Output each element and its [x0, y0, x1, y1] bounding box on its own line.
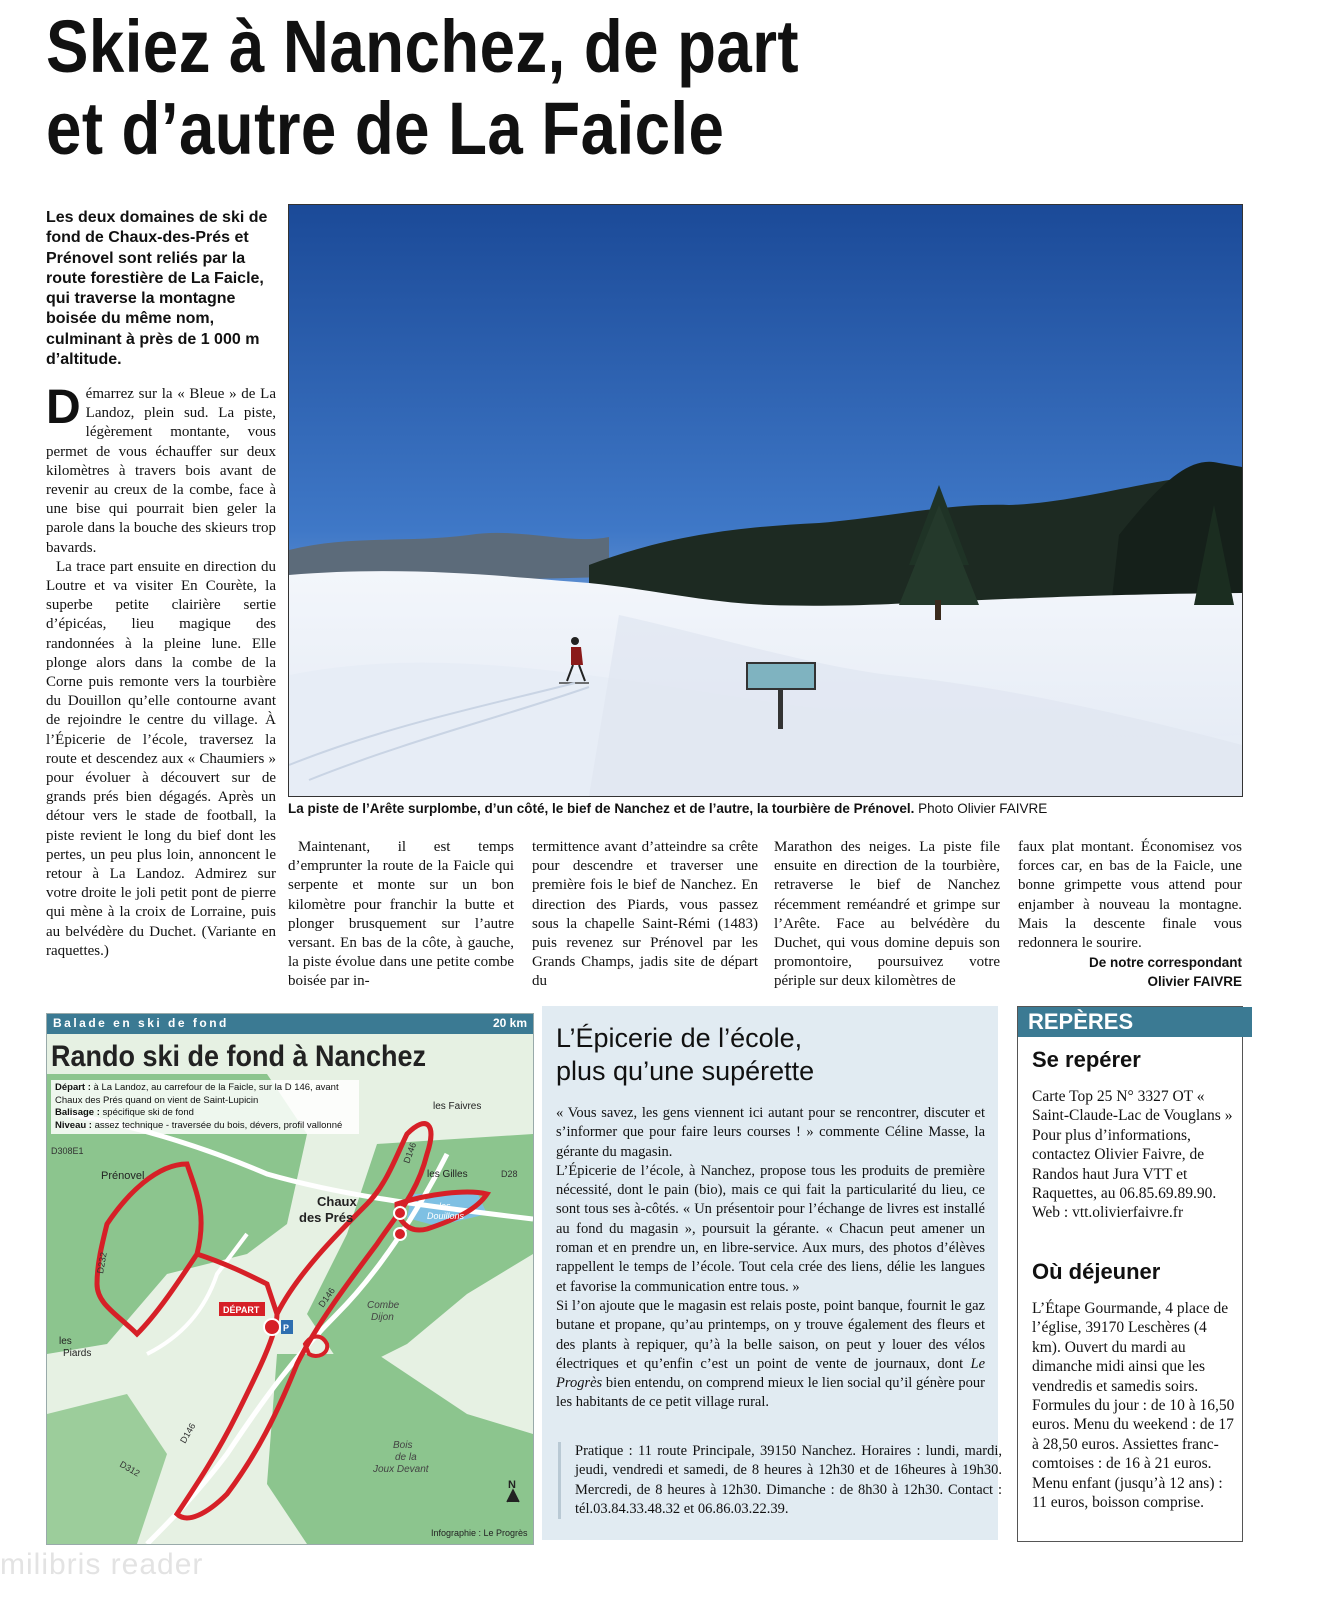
map-label: les — [59, 1336, 72, 1347]
photo-credit: Photo Olivier FAIVRE — [918, 801, 1048, 816]
reperes-text-lunch: L’Étape Gourmande, 4 place de l’église, 39170 Leschères (4 km). Ouvert du mardi au dimanche midi ainsi que les vendredis et samedis soirs. Formules du jour : de 10 à 16,50 euros. Menu du weekend : de 17 à 28,50 euros. Assiettes franc-comtoises : de 16 à 21 euros. Menu enfant (jusqu’à 12 ans) : 11 euros, boisson comprise. — [1032, 1300, 1235, 1512]
map-label: Prénovel — [101, 1170, 145, 1182]
legend-key: Niveau : — [55, 1119, 92, 1131]
road-label: D146 — [316, 1285, 337, 1310]
article-column-3 — [532, 838, 758, 992]
legend-text: spécifique ski de fond — [102, 1107, 194, 1118]
map-category: Balade en ski de fond — [53, 1016, 229, 1030]
reperes-text-map: Carte Top 25 N° 3327 OT « Saint-Claude-Lac de Vouglans » Pour plus d’informations, contactez Olivier Faivre, de Randos haut Jura VTT et Raquettes, au 06.85.69.89.90. Web : vtt.olivierfaivre.fr — [1032, 1088, 1233, 1222]
route-map — [46, 1013, 534, 1545]
legend-key: Départ : — [55, 1082, 91, 1093]
epicerie-title — [556, 1022, 814, 1088]
map-legend — [51, 1080, 359, 1134]
reperes-header: REPÈRES — [1018, 1007, 1252, 1037]
map-label: de la — [395, 1452, 417, 1463]
article-paragraph: termittence avant d’atteindre sa crête pour descendre et traverser une première fois le bief de Nanchez. En direction des Piards, vous passez sous la chapelle Saint-Rémi (1483) puis revenez sur Prénovel par les Grands Champs, jadis site de départ du — [532, 839, 758, 990]
epicerie-body — [556, 1104, 985, 1413]
road-label: D146 — [178, 1421, 198, 1445]
map-label: Dijon — [371, 1312, 394, 1323]
legend-row — [55, 1082, 355, 1107]
reader-watermark: milibris reader — [0, 1548, 204, 1581]
practical-info: Pratique : 11 route Principale, 39150 Nanchez. Horaires : lundi, mardi, jeudi, vendredi et samedi, de 8 heures à 12h30 et de 16heures à 19h30. Mercredi, de 8 heures à 12h30. Dimanche : de 8h30 à 12h30. Contact : tél.03.84.33.48.32 et 06.86.03.22.39. — [558, 1442, 1002, 1519]
headline — [46, 6, 1095, 170]
reperes-box — [1017, 1006, 1243, 1542]
dropcap: D — [46, 381, 81, 434]
map-distance: 20 km — [492, 1016, 527, 1030]
article-column-2 — [288, 838, 514, 992]
reperes-heading-lunch: Où déjeuner — [1032, 1259, 1161, 1284]
map-label: Joux Devant — [373, 1464, 429, 1475]
article-paragraph: Marathon des neiges. La piste file ensuite en direction de la tourbière, retraverse le bief de Nanchez récemment reméandré et grimpe sur l’Arête. Face au belvédère du Duchet, qui vous domine depuis son promontoire, poursuivez votre périple sur deux kilomètres de — [774, 839, 1000, 990]
map-label: des Prés — [299, 1210, 354, 1225]
photo-caption — [288, 800, 1248, 817]
map-label: les — [439, 1201, 451, 1211]
epicerie-title-line2: plus qu’une supérette — [556, 1056, 815, 1086]
article-paragraph: faux plat montant. Économisez vos forces car, en bas de la Faicle, une bonne grimpette vous attend pour enjamber à nouveau la montagne. Mais la descente finale vous redonnera le sourire. — [1018, 839, 1242, 952]
headline-line2: et d’autre de La Faicle — [46, 87, 725, 170]
map-header-bar — [47, 1014, 533, 1034]
article-column-1 — [46, 381, 276, 961]
epicerie-sidebar — [542, 1006, 1002, 1540]
byline-line2: Olivier FAIVRE — [1147, 974, 1242, 990]
map-label: les Gilles — [427, 1169, 468, 1180]
ski-landscape-image — [289, 205, 1242, 796]
legend-text: à La Landoz, au carrefour de la Faicle, sur la D 146, avant Chaux des Prés quand on vient de Saint-Lupicin — [55, 1082, 339, 1106]
map-credit: Infographie : Le Progrès — [431, 1528, 528, 1538]
map-label: Chaux — [317, 1194, 357, 1209]
north-label: N — [508, 1479, 516, 1491]
legend-key: Balisage : — [55, 1107, 100, 1118]
parking-label: P — [283, 1323, 290, 1333]
newspaper-name: Le Progrès — [556, 1355, 985, 1392]
lede: Les deux domaines de ski de fond de Chaux-des-Prés et Prénovel sont reliés par la route forestière de La Faicle, qui traverse la montagne boisée du même nom, culminant à près de 1 000 m d’altitude. — [46, 209, 268, 369]
waypoint-1 — [394, 1207, 406, 1219]
caption-text: La piste de l’Arête surplombe, d’un côté, le bief de Nanchez et de l’autre, la tourbière de Prénovel. — [288, 801, 915, 816]
road-label: D308E1 — [51, 1146, 84, 1156]
road-label: D28 — [501, 1169, 518, 1179]
start-marker — [264, 1319, 280, 1335]
road-label: D146 — [401, 1141, 419, 1165]
article-column-5 — [1018, 838, 1242, 991]
legend-row — [55, 1120, 355, 1133]
headline-line1: Skiez à Nanchez, de part — [46, 5, 800, 88]
epicerie-title-line1: L’Épicerie de l’école, — [556, 1023, 803, 1053]
ski-photo — [288, 204, 1243, 797]
paragraph-text: Si l’on ajoute que le magasin est relais poste, point banque, fournit le gaz butane et propane, qu’au printemps, on y trouve également des fleurs et des plants à repiquer, qu’à la belle saison, on peut y louer des vélos électriques et qu’enfin c’est un point de vente de journaux, dont — [556, 1297, 985, 1372]
article-paragraph: La trace part ensuite en direction du Loutre et va visiter En Courète, la superbe petite clairière sertie d’épicéas, lieu magique des randonnées à la pleine lune. Elle plonge alors dans la combe de la Corne puis remonte vers la tourbière du Douillon qu’elle contourne avant de rejoindre le centre du village. À l’Épicerie de l’école, traversez la route et descendez aux « Chaumiers » pour évoluer à découvert sur de grands prés bien dégagés. Après un détour vers le stade de football, la piste revient le long du bief dont les pertes, un peu plus loin, annoncent le retour à La Landoz. Admirez sur votre droite le joli petit pont de pierre qui mène à la croix de Lorraine, puis au belvédère du Duchet. (Variante en raquettes.) — [46, 558, 276, 959]
reperes-heading-map: Se repérer — [1032, 1047, 1141, 1072]
paragraph-text: émarrez sur la « Bleue » de La Landoz, plein sud. La piste, légèrement montante, vous permet de vous échauffer sur deux kilomètres à travers bois avant de revenir au creux de la combe, face à une bise qui pourrait bien geler la parole dans la bouche des skieurs trop bavards. — [46, 386, 276, 556]
road-label: D312 — [118, 1459, 142, 1479]
map-label: Combe — [367, 1300, 400, 1311]
depart-label: DÉPART — [223, 1305, 260, 1315]
paragraph-text: bien entendu, on comprend mieux le lien social qu’il génère pour les habitants de ce petit village rural. — [556, 1375, 985, 1411]
map-label: les Faivres — [433, 1101, 482, 1112]
map-title: Rando ski de fond à Nanchez — [51, 1040, 427, 1073]
epicerie-paragraph: L’Épicerie de l’école, à Nanchez, propose tous les produits de première nécessité, dont le pain (bio), mais ce qui fait la particularité du lieu, ce sont tous ses à-côtés. « Un présentoir pour l’échange de livres est installé au fond du magasin », poursuit la gérante. « Chacun peut amener un roman et en prendre un, en libre-service. Aux murs, des photos d’élèves rappellent le temps de l’école. Tout cela crée des liens, délie les langues et favorise la communication entre tous. » — [556, 1162, 985, 1295]
byline-line1: De notre correspondant — [1088, 955, 1242, 971]
article-column-4 — [774, 838, 1000, 992]
waypoint-2 — [394, 1228, 406, 1240]
legend-row — [55, 1107, 355, 1120]
map-label: Piards — [63, 1348, 92, 1359]
legend-text: assez technique - traversée du bois, dévers, profil vallonné — [94, 1119, 343, 1131]
epicerie-paragraph — [556, 1297, 985, 1413]
map-label: Douillons — [427, 1211, 465, 1221]
article-paragraph: Maintenant, il est temps d’emprunter la route de la Faicle qui serpente et monte sur un bon kilomètre pour franchir la butte et plonger brusquement sur l’autre versant. En bas de la côte, à gauche, la piste évolue dans une petite combe boisée par in- — [288, 839, 514, 990]
road-label: D232 — [95, 1251, 109, 1275]
epicerie-paragraph: « Vous savez, les gens viennent ici autant pour se rencontrer, discuter et s’informer que pour faire leurs courses ! » commente Céline Masse, la gérante du magasin. — [556, 1105, 985, 1160]
map-label: Bois — [393, 1440, 413, 1451]
article-paragraph — [46, 381, 276, 558]
byline — [1018, 953, 1242, 991]
